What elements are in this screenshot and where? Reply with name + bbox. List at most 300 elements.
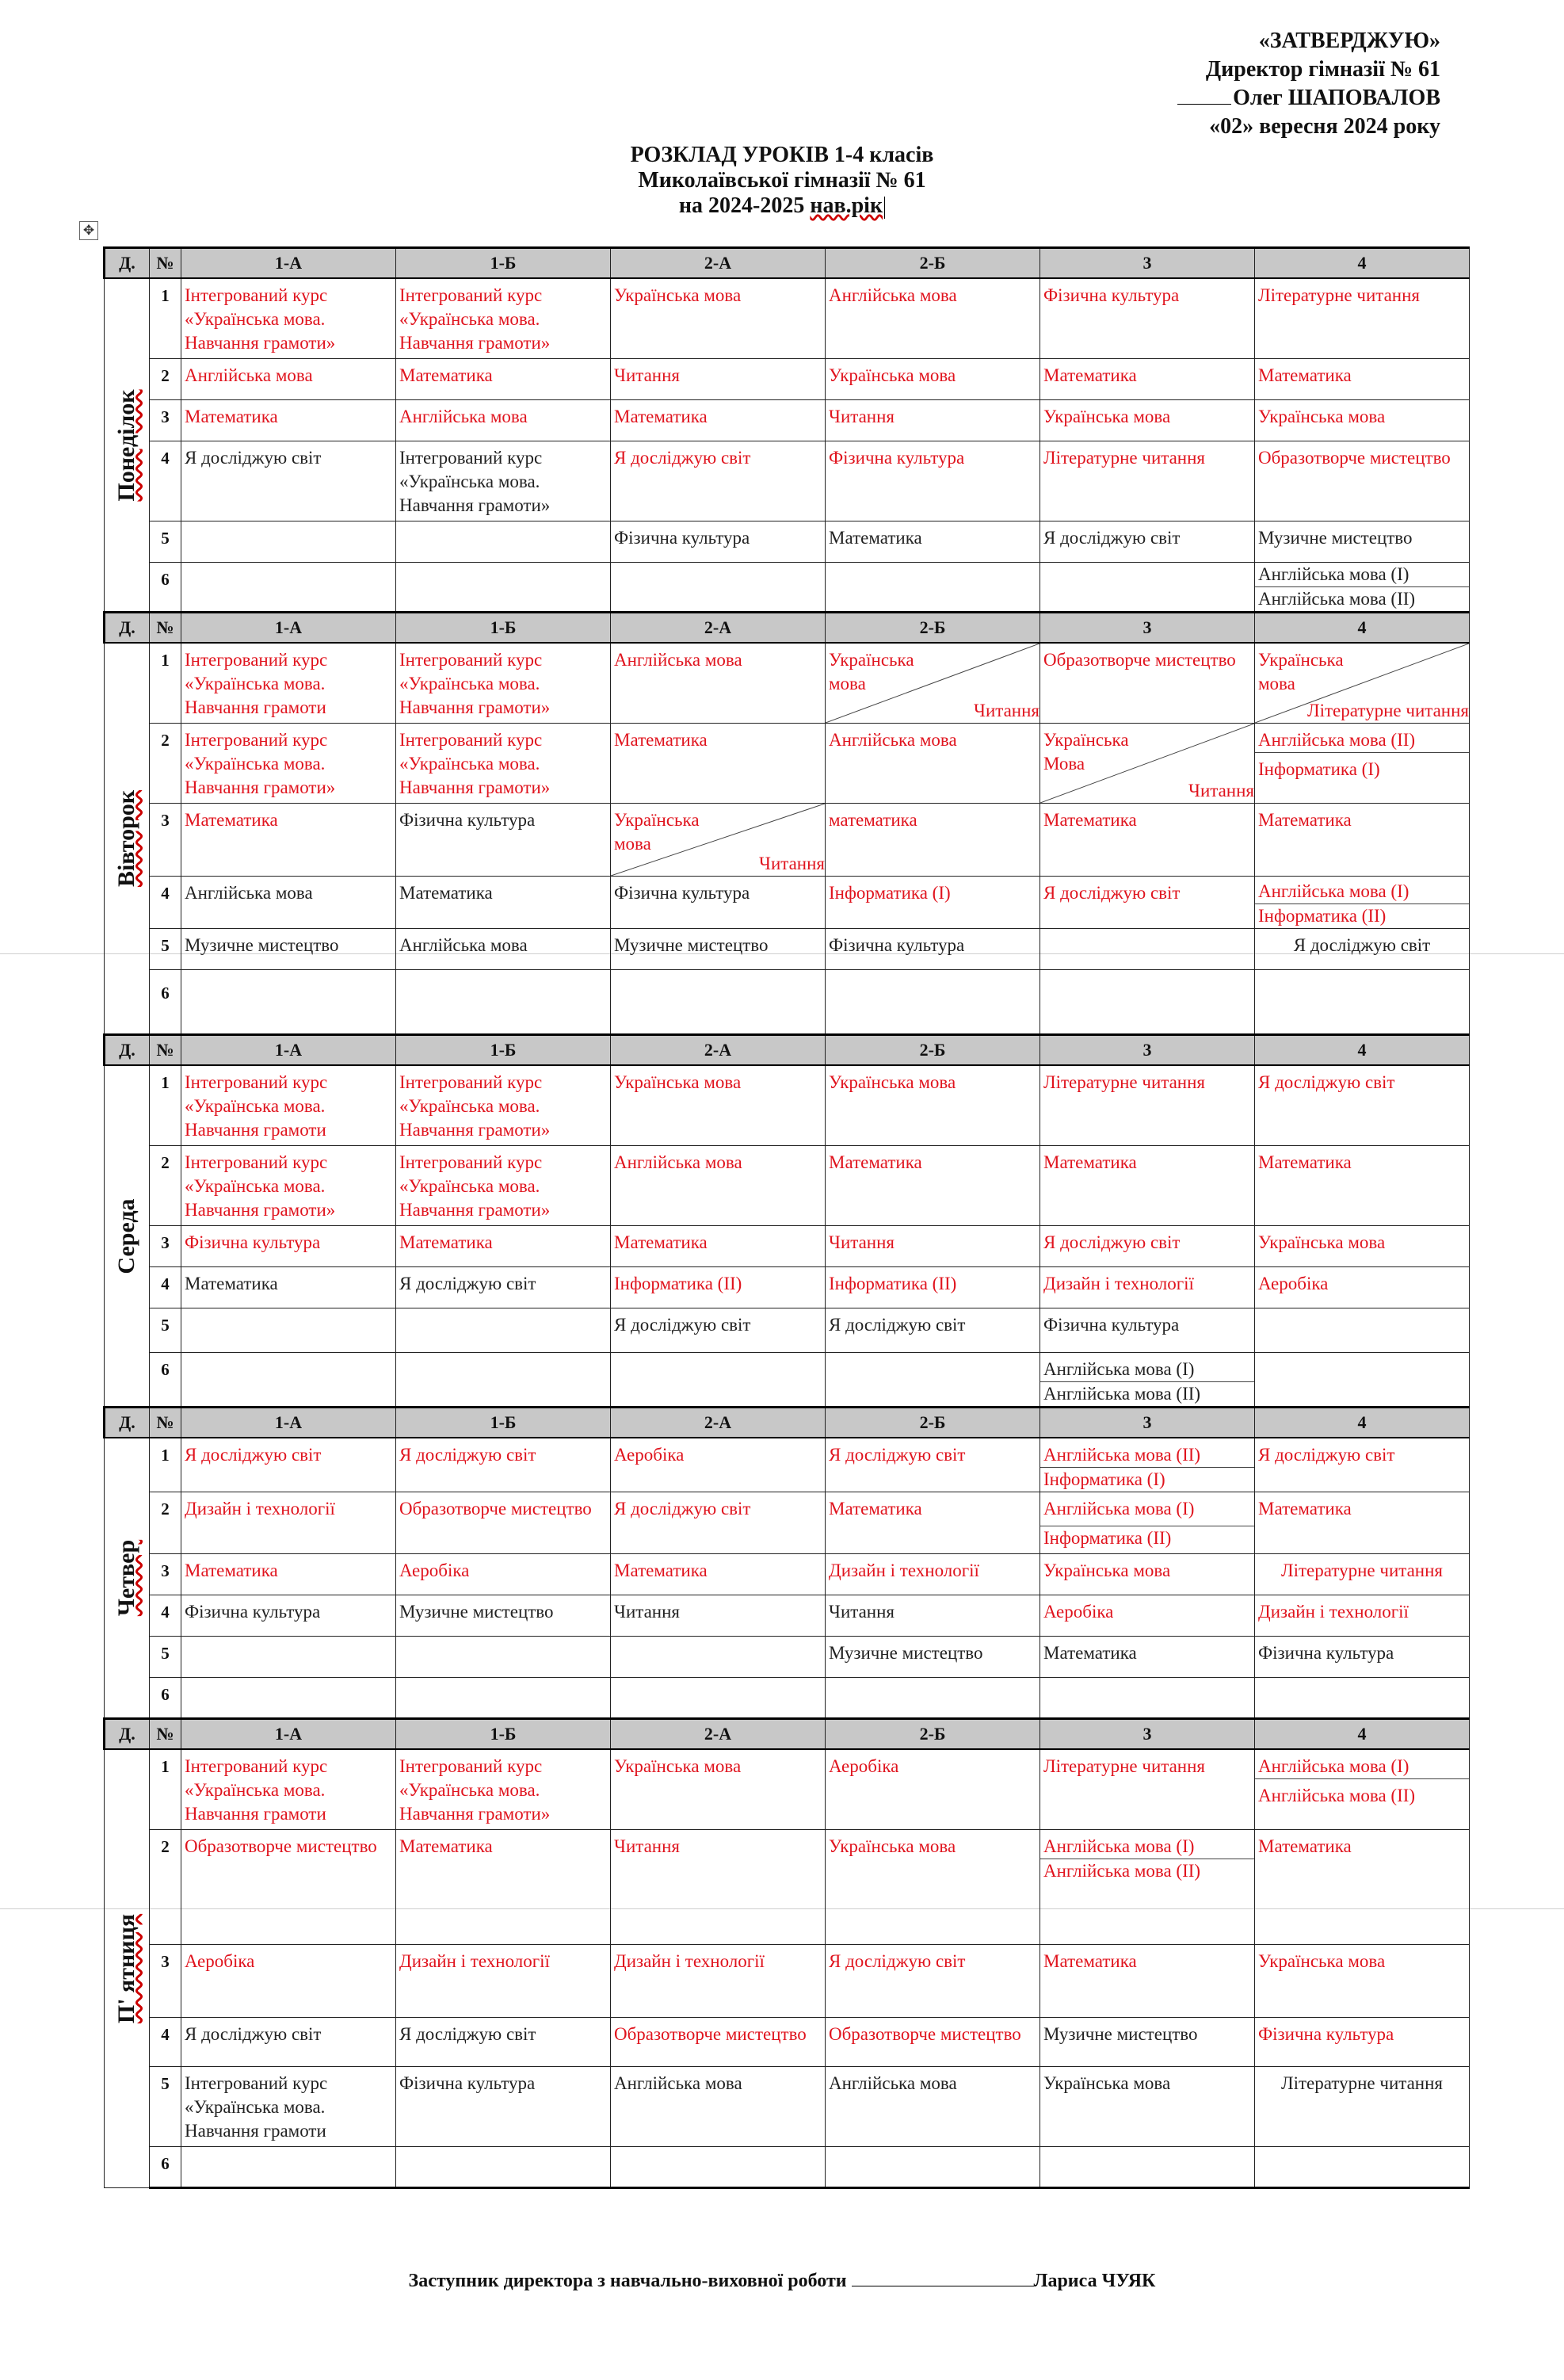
lesson-row bbox=[105, 400, 1470, 441]
lesson-number: 6 bbox=[150, 1353, 181, 1408]
lesson-cell[interactable]: Англійська мова bbox=[826, 278, 1040, 359]
lesson-cell[interactable]: Я досліджую світ bbox=[1040, 877, 1255, 929]
lesson-cell[interactable]: Математика bbox=[611, 1226, 826, 1267]
lesson-row bbox=[105, 1438, 1470, 1492]
lesson-cell[interactable]: Музичне мистецтво bbox=[611, 929, 826, 970]
group-subject: Інформатика (II) bbox=[1258, 906, 1387, 926]
header-day: Д. bbox=[105, 1719, 150, 1750]
lesson-cell[interactable] bbox=[181, 521, 396, 563]
lesson-row bbox=[105, 643, 1470, 724]
lesson-cell[interactable] bbox=[181, 970, 396, 1035]
lesson-cell[interactable]: Українська мова bbox=[611, 1065, 826, 1146]
lesson-cell[interactable]: Фізична культура bbox=[1040, 278, 1255, 359]
lesson-cell[interactable]: Аеробіка bbox=[1040, 1595, 1255, 1637]
lesson-cell[interactable]: Інтегрований курс «Українська мова. Навчання грамоти» bbox=[396, 724, 611, 804]
lesson-number: 3 bbox=[150, 1554, 181, 1595]
lesson-number: 6 bbox=[150, 1678, 181, 1719]
header-class: 2-А bbox=[611, 1035, 826, 1066]
lesson-cell[interactable]: Дизайн і технології bbox=[396, 1945, 611, 2018]
lesson-cell[interactable]: Фізична культура bbox=[181, 1226, 396, 1267]
lesson-cell[interactable]: Українська мова bbox=[1255, 400, 1470, 441]
lesson-cell[interactable] bbox=[1040, 563, 1255, 613]
lesson-row bbox=[105, 929, 1470, 970]
lesson-row bbox=[105, 278, 1470, 359]
lesson-cell[interactable]: Музичне мистецтво bbox=[396, 1595, 611, 1637]
lesson-cell[interactable]: Образотворче мистецтво bbox=[396, 1492, 611, 1554]
lesson-number: 1 bbox=[150, 1438, 181, 1492]
lesson-cell[interactable]: Англійська мова bbox=[396, 929, 611, 970]
header-num: № bbox=[150, 248, 181, 279]
lesson-cell[interactable]: Аеробіка bbox=[1255, 1267, 1470, 1308]
split-subject-top: Українська мова bbox=[829, 650, 914, 693]
title-line-2: Миколаївської гімназії № 61 bbox=[638, 168, 926, 193]
lesson-row bbox=[105, 359, 1470, 400]
lesson-cell[interactable]: Я досліджую світ bbox=[611, 1492, 826, 1554]
lesson-cell[interactable]: Математика bbox=[611, 1554, 826, 1595]
footer-position: Заступник директора з навчально-виховної роботи bbox=[408, 2271, 852, 2291]
group-subject: Англійська мова (I) bbox=[1255, 877, 1469, 904]
lesson-cell[interactable]: Українська мова bbox=[1040, 1554, 1255, 1595]
lesson-cell[interactable] bbox=[181, 563, 396, 613]
lesson-cell[interactable] bbox=[611, 563, 826, 613]
lesson-row bbox=[105, 1595, 1470, 1637]
header-num: № bbox=[150, 1719, 181, 1750]
lesson-cell[interactable]: Фізична культура bbox=[181, 1595, 396, 1637]
lesson-cell[interactable]: Я досліджую світ bbox=[181, 441, 396, 521]
lesson-cell[interactable] bbox=[826, 1678, 1040, 1719]
group-subject: Англійська мова (I) bbox=[1255, 563, 1469, 587]
lesson-cell[interactable] bbox=[826, 1353, 1040, 1408]
lesson-cell[interactable] bbox=[611, 970, 826, 1035]
lesson-cell[interactable] bbox=[181, 2147, 396, 2188]
header-class: 4 bbox=[1255, 248, 1470, 279]
lesson-row bbox=[105, 1226, 1470, 1267]
lesson-cell[interactable]: Математика bbox=[396, 877, 611, 929]
header-day: Д. bbox=[105, 1035, 150, 1066]
lesson-cell[interactable]: Я досліджую світ bbox=[1255, 1065, 1470, 1146]
lesson-cell[interactable]: Літературне читання bbox=[1040, 441, 1255, 521]
lesson-number: 5 bbox=[150, 521, 181, 563]
lesson-cell[interactable]: Українська мова bbox=[611, 1749, 826, 1830]
lesson-cell[interactable]: Інтегрований курс «Українська мова. Навчання грамоти bbox=[181, 2067, 396, 2147]
lesson-cell[interactable]: Англійська мова bbox=[611, 2067, 826, 2147]
lesson-cell[interactable]: Математика bbox=[1255, 804, 1470, 877]
lesson-cell[interactable]: Математика bbox=[1255, 1492, 1470, 1554]
lesson-cell[interactable]: Фізична культура bbox=[1255, 1637, 1470, 1678]
lesson-cell[interactable]: Англійська мова bbox=[611, 1146, 826, 1226]
lesson-cell[interactable] bbox=[1255, 1353, 1470, 1408]
header-class: 1-А bbox=[181, 248, 396, 279]
lesson-row bbox=[105, 1146, 1470, 1226]
lesson-cell[interactable]: Дизайн і технології bbox=[611, 1945, 826, 2018]
header-class: 2-А bbox=[611, 248, 826, 279]
lesson-row bbox=[105, 1554, 1470, 1595]
lesson-cell[interactable]: Образотворче мистецтво bbox=[181, 1830, 396, 1945]
day-label-tuesday: Вівторок bbox=[105, 643, 150, 1035]
lesson-cell[interactable]: Я досліджую світ bbox=[181, 1438, 396, 1492]
lesson-cell[interactable]: Математика bbox=[1255, 1146, 1470, 1226]
lesson-cell[interactable]: Аеробіка bbox=[611, 1438, 826, 1492]
lesson-cell[interactable]: Фізична культура bbox=[826, 441, 1040, 521]
lesson-cell[interactable]: Я досліджую світ bbox=[396, 1267, 611, 1308]
lesson-cell[interactable]: Читання bbox=[826, 1226, 1040, 1267]
lesson-cell[interactable] bbox=[1255, 1678, 1470, 1719]
lesson-number: 1 bbox=[150, 643, 181, 724]
approval-stamp bbox=[1177, 27, 1440, 141]
lesson-cell[interactable] bbox=[1255, 970, 1470, 1035]
group-subject: Англійська мова (II) bbox=[1043, 1861, 1201, 1881]
lesson-cell[interactable]: Математика bbox=[1040, 1146, 1255, 1226]
lesson-cell[interactable] bbox=[181, 1308, 396, 1353]
header-class: 2-Б bbox=[826, 1719, 1040, 1750]
lesson-cell[interactable]: Читання bbox=[611, 1830, 826, 1945]
lesson-cell[interactable]: Українська мова bbox=[1040, 400, 1255, 441]
lesson-cell[interactable]: Українська мова bbox=[826, 1830, 1040, 1945]
lesson-cell[interactable]: Математика bbox=[611, 724, 826, 804]
header-num: № bbox=[150, 1035, 181, 1066]
header-class: 4 bbox=[1255, 1035, 1470, 1066]
header-day: Д. bbox=[105, 1408, 150, 1438]
lesson-cell[interactable] bbox=[396, 563, 611, 613]
lesson-cell[interactable] bbox=[611, 1353, 826, 1408]
lesson-cell[interactable] bbox=[1040, 2147, 1255, 2188]
split-subject-top: Українська мова bbox=[1258, 650, 1344, 693]
lesson-cell[interactable]: Читання bbox=[611, 359, 826, 400]
lesson-number: 3 bbox=[150, 400, 181, 441]
lesson-cell[interactable]: Я досліджую світ bbox=[611, 441, 826, 521]
header-class: 4 bbox=[1255, 613, 1470, 644]
lesson-cell[interactable]: Математика bbox=[396, 359, 611, 400]
signature-line bbox=[1177, 104, 1231, 105]
lesson-number: 6 bbox=[150, 563, 181, 613]
lesson-cell[interactable] bbox=[1040, 1438, 1255, 1492]
lesson-row bbox=[105, 1749, 1470, 1830]
header-class: 1-Б bbox=[396, 248, 611, 279]
lesson-cell[interactable] bbox=[826, 2147, 1040, 2188]
lesson-cell[interactable] bbox=[611, 2147, 826, 2188]
schedule-table bbox=[103, 246, 1470, 2189]
lesson-cell[interactable]: Математика bbox=[1040, 359, 1255, 400]
lesson-number: 5 bbox=[150, 929, 181, 970]
lesson-cell[interactable]: Інформатика (I) bbox=[826, 877, 1040, 929]
lesson-cell[interactable]: Інтегрований курс «Українська мова. Навчання грамоти bbox=[181, 643, 396, 724]
lesson-cell[interactable] bbox=[396, 970, 611, 1035]
lesson-number: 2 bbox=[150, 1146, 181, 1226]
lesson-cell[interactable]: Математика bbox=[181, 804, 396, 877]
lesson-row bbox=[105, 563, 1470, 613]
table-header-row bbox=[105, 613, 1470, 644]
lesson-number: 2 bbox=[150, 359, 181, 400]
header-class: 1-А bbox=[181, 1719, 396, 1750]
header-class: 1-А bbox=[181, 1035, 396, 1066]
group-subject: Англійська мова (I) bbox=[1040, 1353, 1254, 1382]
lesson-number: 3 bbox=[150, 1226, 181, 1267]
lesson-cell[interactable]: Українська мова bbox=[1040, 2067, 1255, 2147]
group-subject: Інформатика (II) bbox=[1043, 1528, 1172, 1548]
header-num: № bbox=[150, 1408, 181, 1438]
lesson-number: 4 bbox=[150, 2018, 181, 2067]
approval-title: «ЗАТВЕРДЖУЮ» bbox=[1258, 29, 1440, 53]
split-subject-bottom: Читання bbox=[1188, 781, 1254, 800]
lesson-cell[interactable]: Математика bbox=[1255, 359, 1470, 400]
title-line-1: РОЗКЛАД УРОКІВ 1-4 класів bbox=[630, 143, 934, 167]
lesson-cell[interactable]: Я досліджую світ bbox=[1040, 1226, 1255, 1267]
header-class: 2-Б bbox=[826, 248, 1040, 279]
lesson-cell[interactable]: Математика bbox=[1255, 1830, 1470, 1945]
lesson-cell[interactable] bbox=[1255, 563, 1470, 613]
lesson-cell[interactable]: Літературне читання bbox=[1255, 2067, 1470, 2147]
lesson-number: 4 bbox=[150, 1267, 181, 1308]
lesson-cell[interactable]: Українська мова bbox=[1255, 1226, 1470, 1267]
lesson-cell[interactable]: Інтегрований курс «Українська мова. Навчання грамоти» bbox=[396, 1749, 611, 1830]
header-class: 3 bbox=[1040, 1035, 1255, 1066]
header-class: 3 bbox=[1040, 1408, 1255, 1438]
footer-signature bbox=[0, 2271, 1564, 2292]
table-move-handle-icon[interactable]: ✥ bbox=[79, 221, 98, 240]
lesson-cell[interactable]: Я досліджую світ bbox=[396, 2018, 611, 2067]
lesson-cell[interactable]: Українська мова bbox=[611, 278, 826, 359]
lesson-cell[interactable]: Літературне читання bbox=[1255, 278, 1470, 359]
lesson-cell[interactable]: Музичне мистецтво bbox=[1040, 2018, 1255, 2067]
lesson-cell[interactable] bbox=[1255, 724, 1470, 804]
lesson-row bbox=[105, 521, 1470, 563]
table-header-row bbox=[105, 1408, 1470, 1438]
lesson-cell[interactable]: Математика bbox=[181, 400, 396, 441]
lesson-number: 3 bbox=[150, 804, 181, 877]
lesson-cell[interactable] bbox=[611, 1637, 826, 1678]
lesson-cell[interactable]: Фізична культура bbox=[1255, 2018, 1470, 2067]
lesson-cell[interactable] bbox=[1040, 970, 1255, 1035]
lesson-cell[interactable] bbox=[1040, 1492, 1255, 1554]
lesson-cell[interactable]: Образотворче мистецтво bbox=[1255, 441, 1470, 521]
lesson-cell[interactable]: Фізична культура bbox=[826, 929, 1040, 970]
lesson-cell[interactable]: Дизайн і технології bbox=[1040, 1267, 1255, 1308]
group-subject: Англійська мова (I) bbox=[1255, 1750, 1469, 1779]
lesson-cell[interactable]: Інтегрований курс «Українська мова. Навчання грамоти bbox=[181, 1749, 396, 1830]
document-title bbox=[0, 143, 1564, 219]
lesson-number: 4 bbox=[150, 441, 181, 521]
lesson-row bbox=[105, 1353, 1470, 1408]
lesson-cell[interactable]: Я досліджую світ bbox=[826, 1308, 1040, 1353]
lesson-cell[interactable]: Літературне читання bbox=[1040, 1749, 1255, 1830]
lesson-cell[interactable]: Інтегрований курс «Українська мова. Навчання грамоти bbox=[181, 1065, 396, 1146]
lesson-cell[interactable]: Дизайн і технології bbox=[826, 1554, 1040, 1595]
group-subject: Англійська мова (II) bbox=[1043, 1384, 1201, 1404]
group-subject: Англійська мова (II) bbox=[1255, 724, 1469, 753]
lesson-cell[interactable]: Математика bbox=[181, 1554, 396, 1595]
lesson-cell-split[interactable] bbox=[1040, 724, 1255, 804]
lesson-cell[interactable]: Українська мова bbox=[826, 359, 1040, 400]
lesson-cell[interactable]: Я досліджую світ bbox=[611, 1308, 826, 1353]
lesson-cell[interactable]: Англійська мова bbox=[181, 877, 396, 929]
lesson-cell[interactable]: Фізична культура bbox=[1040, 1308, 1255, 1353]
lesson-cell[interactable]: Аеробіка bbox=[396, 1554, 611, 1595]
lesson-number: 6 bbox=[150, 2147, 181, 2188]
lesson-cell[interactable]: Фізична культура bbox=[611, 521, 826, 563]
lesson-cell[interactable] bbox=[181, 1637, 396, 1678]
day-label-wednesday: Середа bbox=[105, 1065, 150, 1408]
lesson-row bbox=[105, 1492, 1470, 1554]
split-subject-bottom: Читання bbox=[759, 854, 825, 873]
lesson-cell[interactable]: Я досліджую світ bbox=[181, 2018, 396, 2067]
group-subject: Англійська мова (II) bbox=[1040, 1438, 1254, 1468]
lesson-number: 6 bbox=[150, 970, 181, 1035]
header-class: 3 bbox=[1040, 248, 1255, 279]
lesson-cell[interactable] bbox=[396, 1678, 611, 1719]
lesson-row bbox=[105, 804, 1470, 877]
header-class: 2-Б bbox=[826, 613, 1040, 644]
lesson-cell[interactable] bbox=[1040, 1830, 1255, 1945]
lesson-cell[interactable] bbox=[826, 970, 1040, 1035]
lesson-cell[interactable] bbox=[396, 2147, 611, 2188]
split-subject-bottom: Читання bbox=[974, 701, 1039, 720]
lesson-number: 4 bbox=[150, 1595, 181, 1637]
split-subject-bottom: Літературне читання bbox=[1307, 701, 1469, 720]
group-subject: Англійська мова (II) bbox=[1258, 589, 1416, 609]
lesson-cell[interactable]: Фізична культура bbox=[396, 804, 611, 877]
lesson-cell[interactable] bbox=[181, 1353, 396, 1408]
approval-name: Олег ШАПОВАЛОВ bbox=[1177, 84, 1440, 113]
lesson-cell[interactable]: Інформатика (II) bbox=[611, 1267, 826, 1308]
lesson-cell[interactable]: Українська мова bbox=[1255, 1945, 1470, 2018]
lesson-cell[interactable]: Інтегрований курс «Українська мова. Навчання грамоти» bbox=[396, 643, 611, 724]
text-cursor bbox=[884, 197, 885, 219]
lesson-cell[interactable]: Дизайн і технології bbox=[1255, 1595, 1470, 1637]
header-class: 3 bbox=[1040, 1719, 1255, 1750]
lesson-cell[interactable]: Інформатика (II) bbox=[826, 1267, 1040, 1308]
header-class: 4 bbox=[1255, 1719, 1470, 1750]
lesson-cell[interactable]: Математика bbox=[611, 400, 826, 441]
group-subject: Англійська мова (I) bbox=[1040, 1835, 1254, 1859]
lesson-cell[interactable]: Читання bbox=[826, 400, 1040, 441]
lesson-cell[interactable]: Я досліджую світ bbox=[1255, 1438, 1470, 1492]
lesson-cell[interactable]: Інтегрований курс «Українська мова. Навчання грамоти» bbox=[181, 278, 396, 359]
lesson-cell[interactable] bbox=[396, 1308, 611, 1353]
lesson-cell[interactable]: Математика bbox=[826, 1146, 1040, 1226]
lesson-cell[interactable]: Інтегрований курс «Українська мова. Навчання грамоти» bbox=[181, 1146, 396, 1226]
day-label-friday: П' ятниця bbox=[105, 1749, 150, 2188]
lesson-cell[interactable] bbox=[1255, 877, 1470, 929]
lesson-row bbox=[105, 2018, 1470, 2067]
lesson-cell[interactable] bbox=[1255, 2147, 1470, 2188]
lesson-cell[interactable]: Аеробіка bbox=[826, 1749, 1040, 1830]
lesson-cell[interactable]: Англійська мова bbox=[181, 359, 396, 400]
lesson-cell[interactable]: Музичне мистецтво bbox=[181, 929, 396, 970]
lesson-cell[interactable]: Математика bbox=[1040, 1637, 1255, 1678]
lesson-cell[interactable]: Математика bbox=[181, 1267, 396, 1308]
lesson-cell[interactable]: Інтегрований курс «Українська мова. Навчання грамоти» bbox=[181, 724, 396, 804]
lesson-cell[interactable]: Інтегрований курс «Українська мова. Навчання грамоти» bbox=[396, 441, 611, 521]
lesson-cell[interactable]: Математика bbox=[826, 1492, 1040, 1554]
lesson-row bbox=[105, 1945, 1470, 2018]
lesson-cell[interactable]: Фізична культура bbox=[611, 877, 826, 929]
lesson-cell[interactable] bbox=[1040, 1678, 1255, 1719]
lesson-cell[interactable]: математика bbox=[826, 804, 1040, 877]
lesson-cell[interactable]: Літературне читання bbox=[1040, 1065, 1255, 1146]
lesson-cell[interactable] bbox=[1255, 1749, 1470, 1830]
lesson-cell[interactable] bbox=[396, 1353, 611, 1408]
lesson-cell[interactable]: Англійська мова bbox=[396, 400, 611, 441]
lesson-cell[interactable]: Математика bbox=[826, 521, 1040, 563]
lesson-cell[interactable]: Математика bbox=[1040, 804, 1255, 877]
lesson-cell[interactable]: Я досліджую світ bbox=[826, 1438, 1040, 1492]
lesson-cell[interactable]: Математика bbox=[396, 1830, 611, 1945]
lesson-cell[interactable]: Дизайн і технології bbox=[181, 1492, 396, 1554]
lesson-number: 4 bbox=[150, 877, 181, 929]
lesson-number: 2 bbox=[150, 724, 181, 804]
lesson-cell[interactable]: Українська мова bbox=[826, 1065, 1040, 1146]
lesson-cell[interactable]: Образотворче мистецтво bbox=[1040, 643, 1255, 724]
lesson-cell[interactable]: Інтегрований курс «Українська мова. Навчання грамоти» bbox=[396, 278, 611, 359]
header-class: 2-Б bbox=[826, 1035, 1040, 1066]
lesson-cell[interactable]: Англійська мова bbox=[826, 2067, 1040, 2147]
lesson-cell[interactable] bbox=[611, 1678, 826, 1719]
lesson-row bbox=[105, 1065, 1470, 1146]
footer-name: Лариса ЧУЯК bbox=[1033, 2271, 1156, 2291]
lesson-cell[interactable]: Читання bbox=[826, 1595, 1040, 1637]
header-class: 2-А bbox=[611, 1408, 826, 1438]
lesson-cell[interactable]: Я досліджую світ bbox=[1255, 929, 1470, 970]
header-class: 2-Б bbox=[826, 1408, 1040, 1438]
lesson-cell[interactable]: Інтегрований курс «Українська мова. Навчання грамоти» bbox=[396, 1146, 611, 1226]
approval-date: «02» вересня 2024 року bbox=[1209, 114, 1440, 139]
lesson-number: 5 bbox=[150, 1637, 181, 1678]
lesson-cell[interactable]: Інтегрований курс «Українська мова. Навчання грамоти» bbox=[396, 1065, 611, 1146]
lesson-cell[interactable]: Образотворче мистецтво bbox=[611, 2018, 826, 2067]
approval-position: Директор гімназії № 61 bbox=[1205, 57, 1440, 82]
lesson-row bbox=[105, 1830, 1470, 1945]
lesson-cell[interactable]: Читання bbox=[611, 1595, 826, 1637]
lesson-row bbox=[105, 1678, 1470, 1719]
lesson-cell-split[interactable] bbox=[826, 643, 1040, 724]
lesson-cell-split[interactable] bbox=[1255, 643, 1470, 724]
lesson-cell[interactable] bbox=[826, 563, 1040, 613]
lesson-cell[interactable]: Музичне мистецтво bbox=[826, 1637, 1040, 1678]
lesson-number: 5 bbox=[150, 2067, 181, 2147]
lesson-cell[interactable]: Математика bbox=[396, 1226, 611, 1267]
lesson-cell[interactable]: Англійська мова bbox=[611, 643, 826, 724]
lesson-cell[interactable]: Англійська мова bbox=[826, 724, 1040, 804]
lesson-cell-split[interactable] bbox=[611, 804, 826, 877]
header-class: 2-А bbox=[611, 1719, 826, 1750]
day-label-thursday: Четвер bbox=[105, 1438, 150, 1719]
lesson-cell[interactable]: Я досліджую світ bbox=[826, 1945, 1040, 2018]
lesson-cell[interactable] bbox=[181, 1678, 396, 1719]
lesson-cell[interactable]: Я досліджую світ bbox=[396, 1438, 611, 1492]
header-class: 1-Б bbox=[396, 1035, 611, 1066]
lesson-cell[interactable]: Фізична культура bbox=[396, 2067, 611, 2147]
lesson-cell[interactable] bbox=[1040, 1353, 1255, 1408]
lesson-cell[interactable]: Математика bbox=[1040, 1945, 1255, 2018]
day-label-monday: Понеділок bbox=[105, 278, 150, 613]
lesson-cell[interactable] bbox=[396, 1637, 611, 1678]
lesson-row bbox=[105, 970, 1470, 1035]
lesson-cell[interactable] bbox=[1040, 929, 1255, 970]
header-day: Д. bbox=[105, 248, 150, 279]
header-class: 1-Б bbox=[396, 1408, 611, 1438]
lesson-cell[interactable]: Музичне мистецтво bbox=[1255, 521, 1470, 563]
lesson-cell[interactable]: Я досліджую світ bbox=[1040, 521, 1255, 563]
lesson-cell[interactable] bbox=[396, 521, 611, 563]
header-class: 3 bbox=[1040, 613, 1255, 644]
lesson-row bbox=[105, 2147, 1470, 2188]
lesson-cell[interactable] bbox=[1255, 1308, 1470, 1353]
lesson-number: 1 bbox=[150, 278, 181, 359]
lesson-cell[interactable]: Образотворче мистецтво bbox=[826, 2018, 1040, 2067]
lesson-cell[interactable]: Літературне читання bbox=[1255, 1554, 1470, 1595]
lesson-cell[interactable]: Аеробіка bbox=[181, 1945, 396, 2018]
header-num: № bbox=[150, 613, 181, 644]
